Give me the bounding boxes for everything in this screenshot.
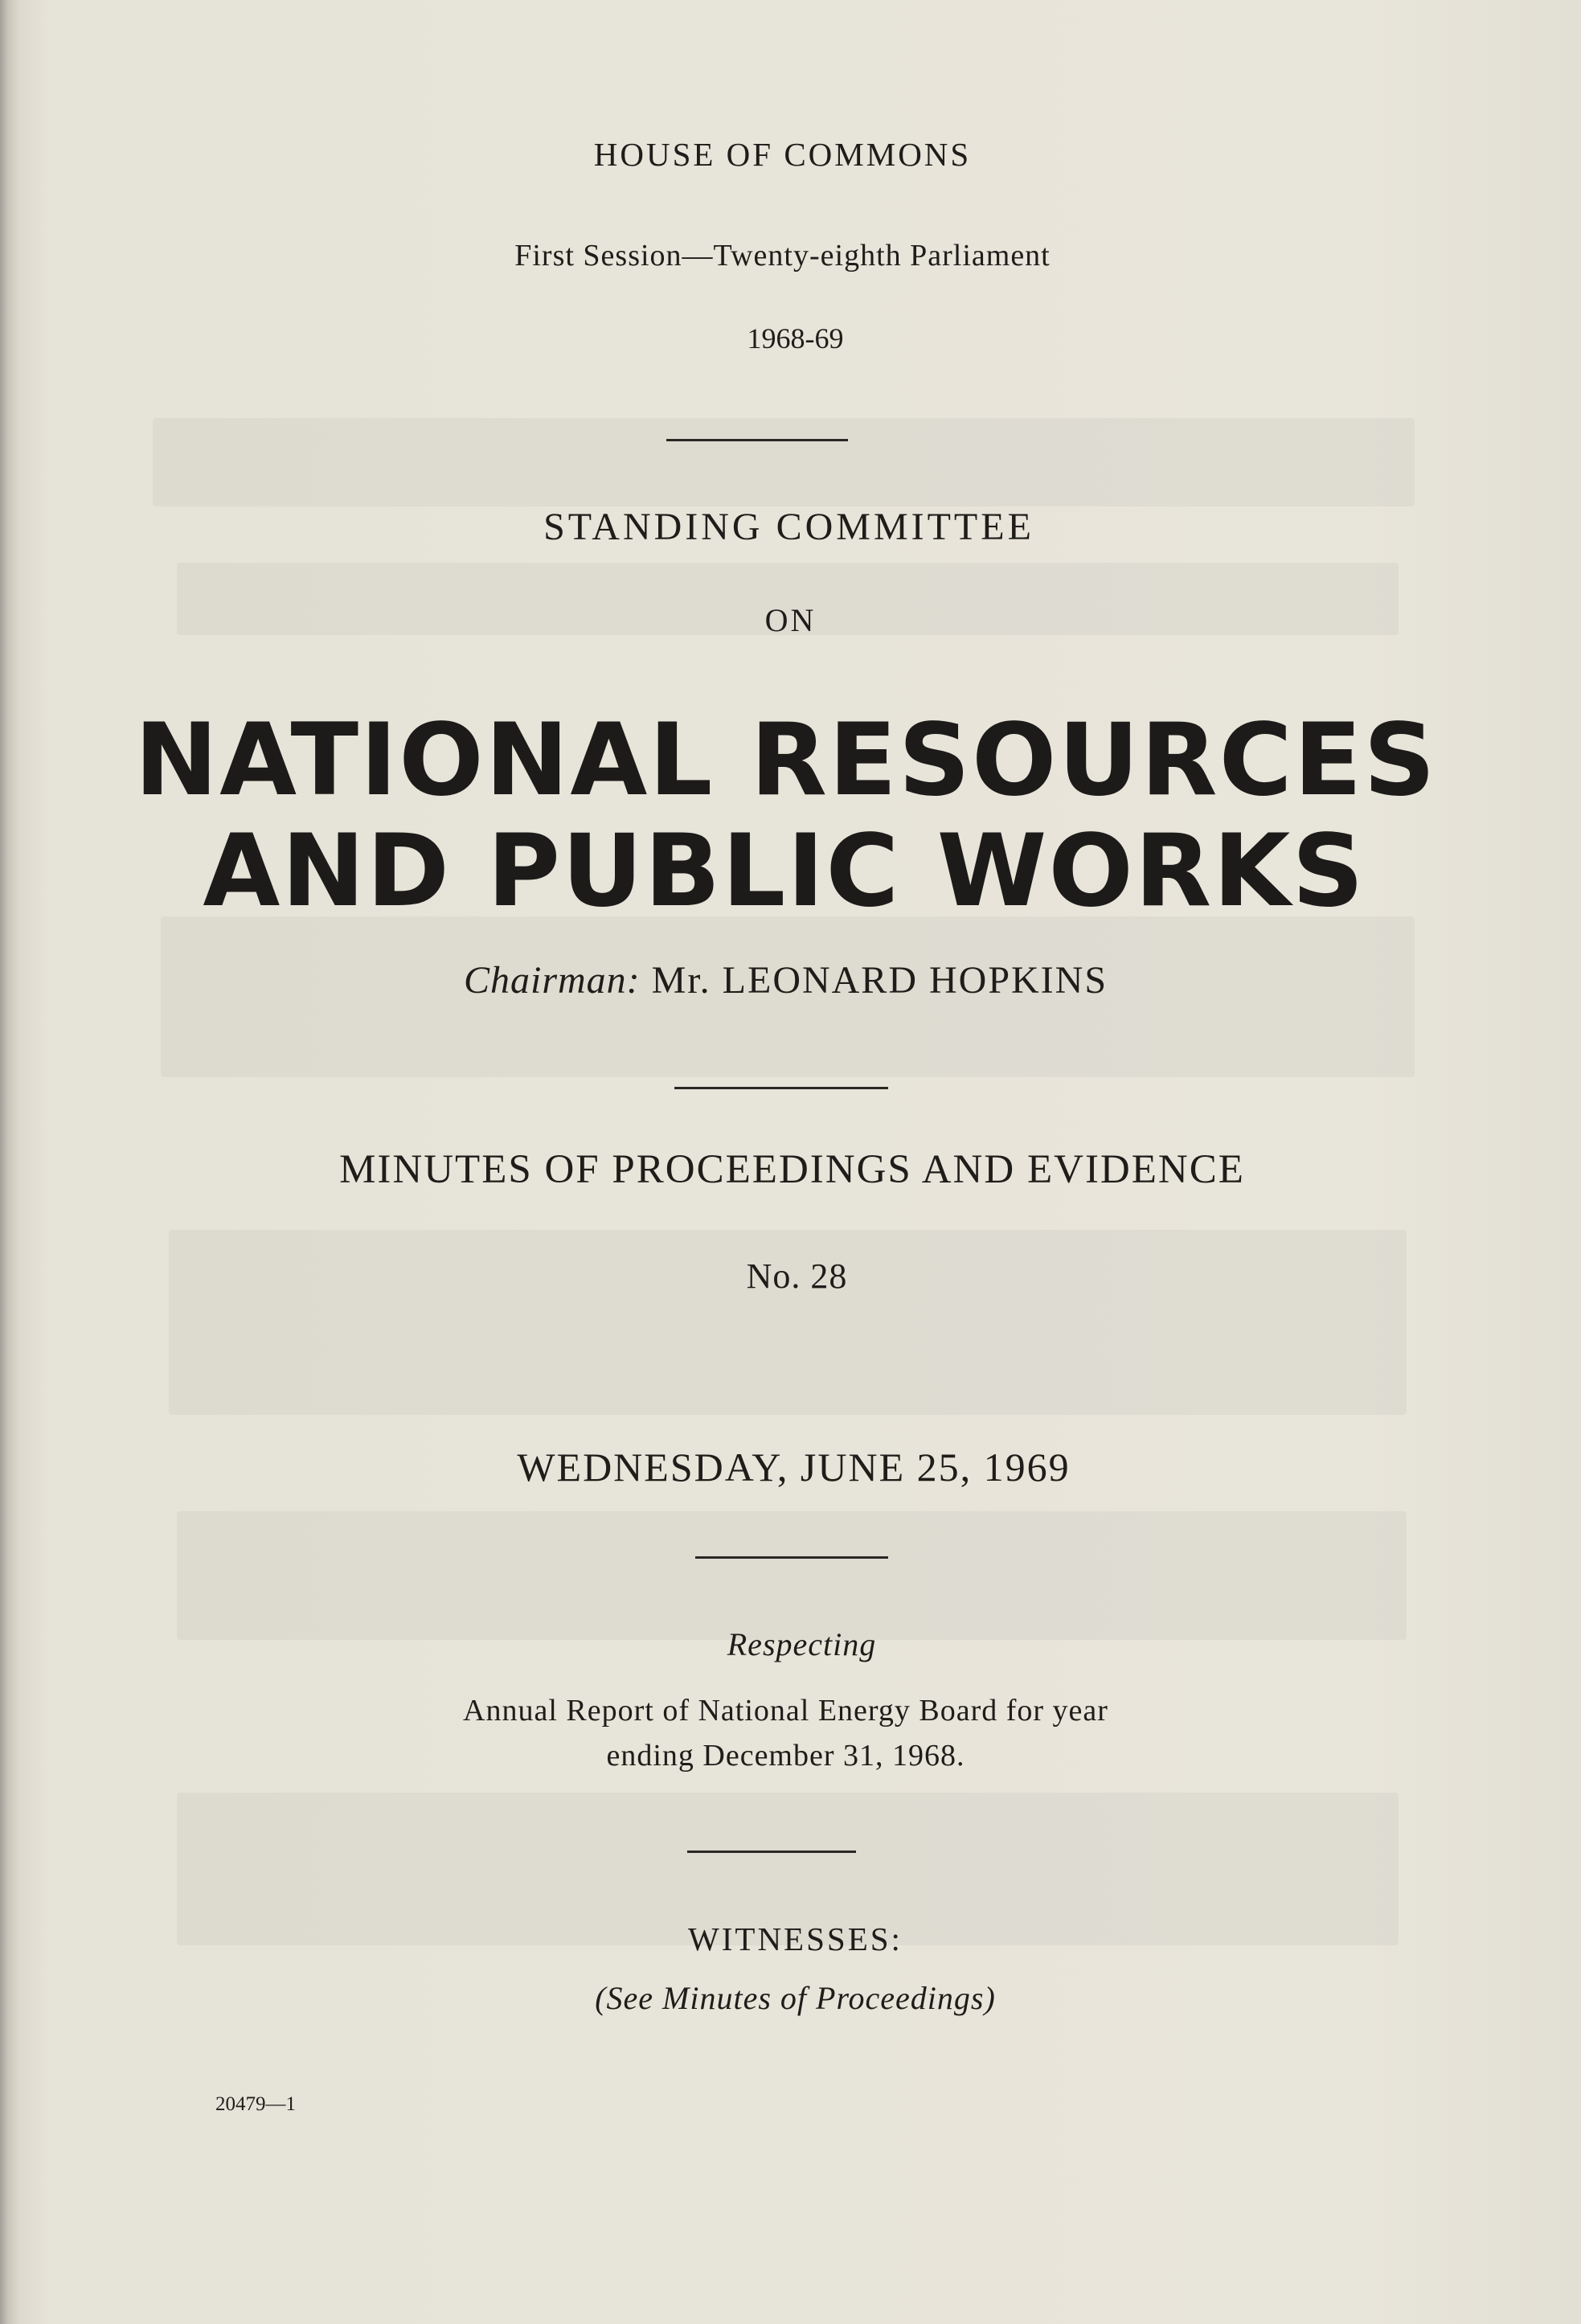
respecting-label: Respecting <box>727 1626 877 1662</box>
session-years: 1968-69 <box>747 322 844 355</box>
minutes-title: MINUTES OF PROCEEDINGS AND EVIDENCE <box>339 1147 1245 1192</box>
witnesses-note-text: See Minutes of Proceedings <box>606 1980 985 2016</box>
committee-name-line-2: AND PUBLIC WORKS <box>203 814 1366 929</box>
subject-line-1: Annual Report of National Energy Board for year <box>463 1694 1108 1728</box>
session-line: First Session—Twenty-eighth Parliament <box>514 239 1051 273</box>
meeting-date: WEDNESDAY, JUNE 25, 1969 <box>517 1445 1071 1490</box>
divider-rule <box>666 439 848 441</box>
document-code: 20479—1 <box>215 2093 296 2115</box>
standing-committee-heading: STANDING COMMITTEE <box>543 506 1034 548</box>
on-word: ON <box>764 602 817 638</box>
divider-rule <box>695 1556 888 1559</box>
issue-number: No. 28 <box>746 1256 848 1296</box>
chairman-name: Mr. LEONARD HOPKINS <box>651 959 1108 1002</box>
chairman-label: Chairman: <box>463 959 641 1002</box>
witnesses-note <box>5 1979 1581 2017</box>
subject-line-2: ending December 31, 1968. <box>606 1739 965 1773</box>
chairman-line <box>0 958 1576 1002</box>
witnesses-heading: WITNESSES: <box>688 1920 903 1957</box>
divider-rule <box>687 1851 856 1853</box>
paren-open: ( <box>595 1980 607 2016</box>
paren-close: ) <box>984 1980 996 2016</box>
committee-name-line-1: NATIONAL RESOURCES <box>134 703 1437 818</box>
divider-rule <box>674 1087 888 1089</box>
house-title: HOUSE OF COMMONS <box>593 136 972 173</box>
